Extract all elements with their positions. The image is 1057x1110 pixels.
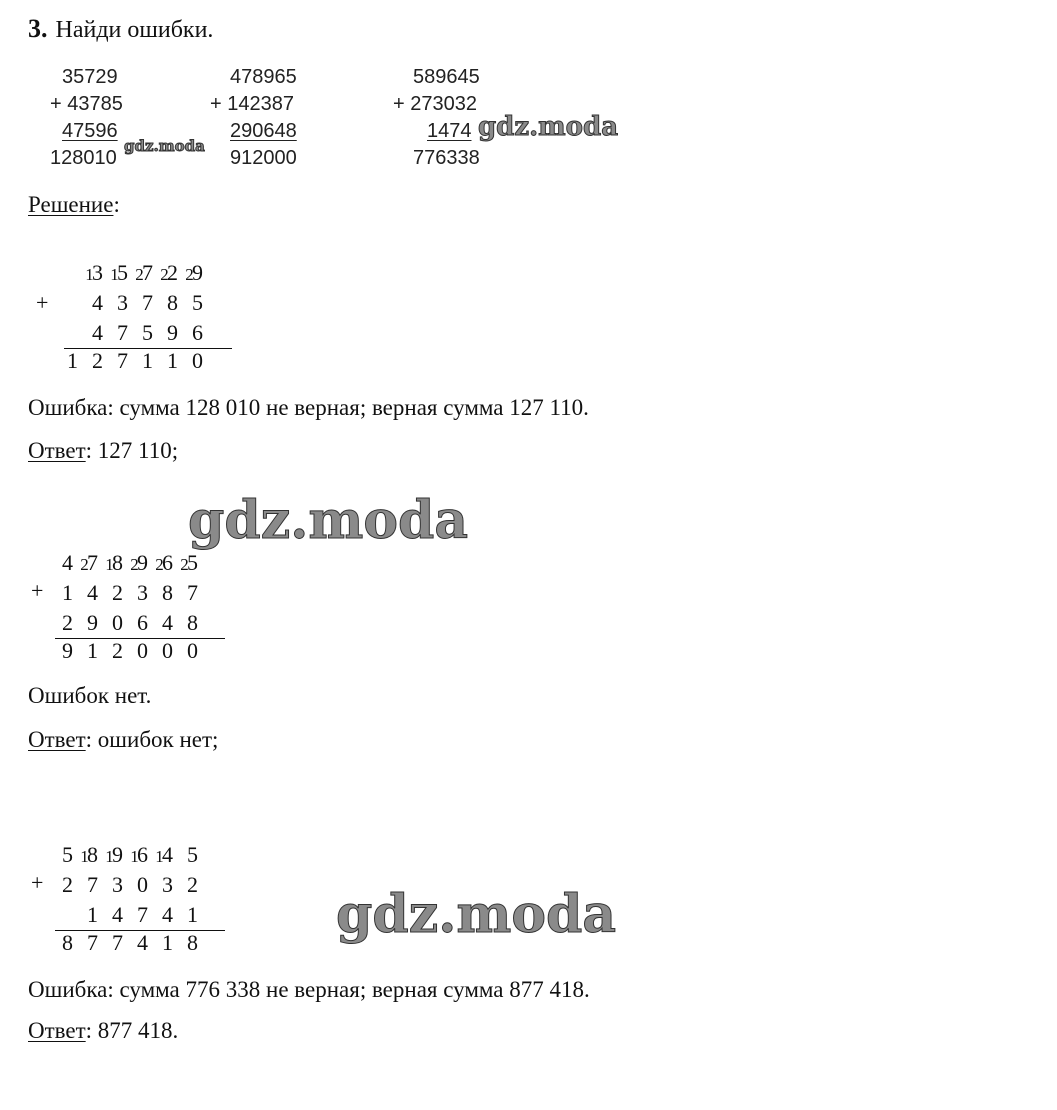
plus-sign: +: [31, 870, 44, 895]
digit: 0: [137, 872, 148, 897]
digit: 8: [112, 550, 123, 575]
digit: 5: [117, 260, 128, 285]
solution-label: Решение: [28, 192, 114, 217]
digit: 3: [112, 872, 123, 897]
conclusion-2: Ошибок нет.: [28, 683, 152, 708]
digit: 4: [137, 930, 148, 955]
solution-colon: :: [113, 192, 120, 217]
digit: 4: [62, 550, 73, 575]
digit: 0: [192, 348, 203, 373]
digit: 1: [187, 902, 198, 927]
digit: 9: [192, 260, 203, 285]
example-row: 128010: [50, 147, 117, 169]
digit: 7: [142, 260, 153, 285]
digit: 2: [62, 872, 73, 897]
example-2: [210, 64, 382, 172]
answer-label: Ответ: [28, 727, 86, 752]
digit: 2: [167, 260, 178, 285]
digit: 5: [142, 320, 153, 345]
digit: 7: [112, 930, 123, 955]
task-text: Найди ошибки.: [55, 17, 214, 43]
digit: 4: [162, 610, 173, 635]
digit: 9: [112, 842, 123, 867]
digit: 9: [62, 638, 73, 663]
result-row: [55, 636, 205, 666]
watermark: gdz.moda: [336, 884, 617, 945]
example-row: + 142387: [210, 93, 294, 115]
digit: 1: [62, 580, 73, 605]
column-addition-1: [36, 230, 240, 380]
digit: 7: [117, 320, 128, 345]
digit: 9: [167, 320, 178, 345]
answer-1: [28, 438, 178, 464]
answer-label: Ответ: [28, 438, 86, 463]
digit: 2: [62, 610, 73, 635]
digit: 7: [117, 348, 128, 373]
carry-row: 2 1 2 2 2: [80, 555, 189, 574]
task-number: 3.: [28, 14, 48, 43]
digit: 6: [137, 610, 148, 635]
column-addition-3: [31, 812, 235, 962]
example-row: 776338: [413, 147, 480, 169]
example-1: [50, 64, 210, 172]
digit: 4: [112, 902, 123, 927]
example-row: 478965: [230, 66, 297, 88]
digit: 8: [162, 580, 173, 605]
term-row: [55, 608, 205, 638]
example-row: + 43785: [50, 93, 123, 115]
watermark: gdz.moda: [478, 112, 619, 142]
digit: 3: [92, 260, 103, 285]
example-row: 1474: [427, 120, 472, 142]
digit: 3: [162, 872, 173, 897]
digit: 1: [87, 902, 98, 927]
digit: 4: [92, 320, 103, 345]
digit: 7: [87, 872, 98, 897]
example-row: 47596: [62, 120, 118, 142]
digit: 7: [187, 580, 198, 605]
example-row: 912000: [230, 147, 297, 169]
digit: 7: [142, 290, 153, 315]
example-row: 589645: [413, 66, 480, 88]
digit: 2: [187, 872, 198, 897]
answer-label: Ответ: [28, 1018, 86, 1043]
term-row: [85, 288, 210, 318]
answer-3: [28, 1018, 178, 1044]
digit: 7: [87, 550, 98, 575]
digit: 6: [192, 320, 203, 345]
digit: 5: [192, 290, 203, 315]
digit: 3: [117, 290, 128, 315]
watermark: gdz.moda: [188, 490, 469, 551]
digit: 2: [112, 638, 123, 663]
carry-row: 1 1 2 2 2: [85, 265, 194, 284]
example-row: + 273032: [393, 93, 477, 115]
digit: 0: [137, 638, 148, 663]
digit: 1: [162, 930, 173, 955]
plus-sign: +: [36, 290, 49, 315]
term-row: [85, 318, 210, 348]
digit: 4: [162, 902, 173, 927]
digit: 5: [187, 550, 198, 575]
term-row: [55, 578, 205, 608]
digit: 9: [137, 550, 148, 575]
digit: 1: [67, 348, 78, 373]
digit: 0: [112, 610, 123, 635]
answer-value: : ошибок нет;: [85, 727, 219, 752]
task-title: [28, 14, 213, 44]
conclusion-3: Ошибка: сумма 776 338 не верная; верная сумма 877 418.: [28, 977, 590, 1002]
plus-sign: +: [31, 578, 44, 603]
digit: 9: [87, 610, 98, 635]
digit: 5: [62, 842, 73, 867]
answer-value: : 877 418.: [85, 1018, 179, 1043]
digit: 1: [167, 348, 178, 373]
digit: 0: [162, 638, 173, 663]
digit: 0: [187, 638, 198, 663]
digit: 2: [92, 348, 103, 373]
digit: 8: [87, 842, 98, 867]
term-row: [55, 840, 205, 870]
digit: 6: [162, 550, 173, 575]
term-row: [55, 548, 205, 578]
conclusion-1: Ошибка: сумма 128 010 не верная; верная сумма 127 110.: [28, 395, 589, 420]
watermark: gdz.moda: [124, 137, 205, 155]
digit: 8: [62, 930, 73, 955]
example-row: 290648: [230, 120, 297, 142]
digit: 8: [167, 290, 178, 315]
digit: 2: [112, 580, 123, 605]
digit: 6: [137, 842, 148, 867]
result-row: [60, 346, 210, 376]
digit: 7: [87, 930, 98, 955]
digit: 1: [87, 638, 98, 663]
digit: 4: [92, 290, 103, 315]
digit: 3: [137, 580, 148, 605]
example-row: 35729: [62, 66, 118, 88]
term-row: [85, 258, 210, 288]
carry-row: 1 1 1 1: [80, 847, 164, 866]
digit: 5: [187, 842, 198, 867]
solution-heading: [28, 192, 120, 218]
digit: 8: [187, 610, 198, 635]
answer-value: : 127 110;: [85, 438, 179, 463]
term-row: [80, 900, 205, 930]
result-row: [55, 928, 205, 958]
digit: 4: [87, 580, 98, 605]
digit: 1: [142, 348, 153, 373]
digit: 8: [187, 930, 198, 955]
digit: 7: [137, 902, 148, 927]
answer-2: [28, 727, 218, 753]
term-row: [55, 870, 205, 900]
digit: 4: [162, 842, 173, 867]
